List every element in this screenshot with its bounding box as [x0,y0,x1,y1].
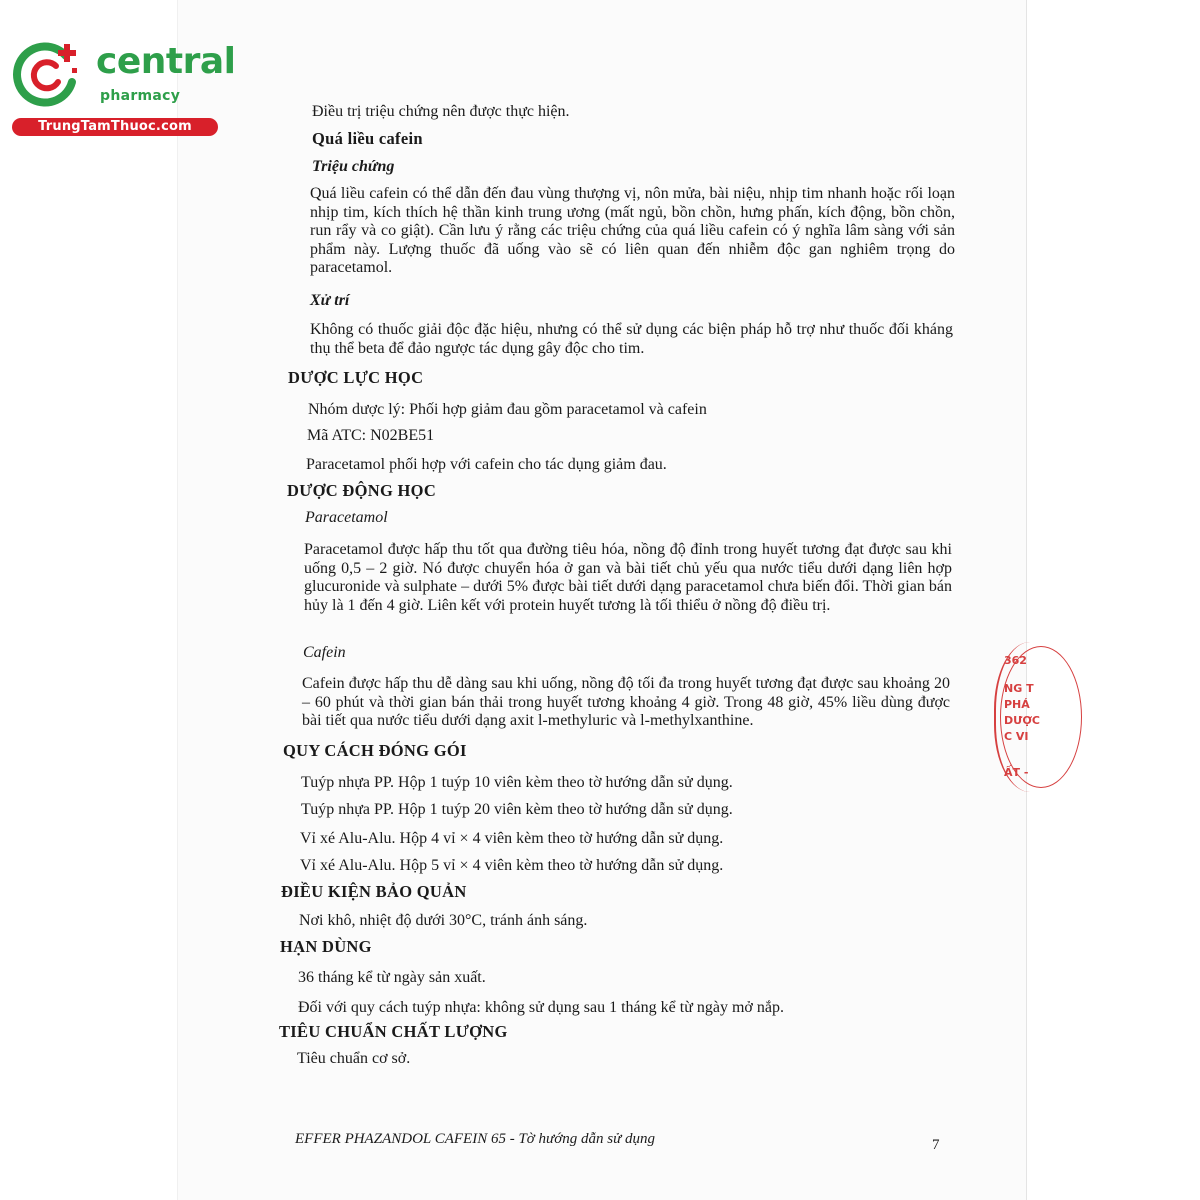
paragraph-treatment: Không có thuốc giải độc đặc hiệu, nhưng có thể sử dụng các biện pháp hỗ trợ như thuốc đối kháng thụ thể beta để đảo ngược tác dụng gây độc cho tim. [310,321,953,357]
storage-conditions: Nơi khô, nhiệt độ dưới 30°C, tránh ánh sáng. [299,912,588,929]
logo-name: central [96,41,236,82]
subheading-symptoms: Triệu chứng [312,158,395,175]
heading-expiry: HẠN DÙNG [280,937,372,956]
stamp-text: ẤT - [1004,766,1029,779]
pharmacodynamics-atc: Mã ATC: N02BE51 [307,427,435,444]
stamp-text: 362 [1004,654,1027,667]
paragraph-paracetamol: Paracetamol được hấp thu tốt qua đường tiêu hóa, nồng độ đỉnh trong huyết tương đạt được sau khi uống 0,5 – 2 giờ. Nó được chuyển hóa ở gan và bài tiết chủ yếu qua nước tiểu dưới dạng liên hợp glucuronide và sulphate – dưới 5% được bài tiết dưới dạng paracetamol chưa biến đổi. Thời gian bán hủy là 1 đến 4 giờ. Liên kết với protein huyết tương là tối thiểu ở nồng độ điều trị. [304,541,952,614]
logo-site-banner: TrungTamThuoc.com [12,118,218,136]
stamp-text: NG T [1004,682,1034,695]
heading-pharmacokinetics: DƯỢC ĐỘNG HỌC [287,481,437,500]
stamp-text: PHÁ [1004,698,1030,711]
expiry-line: Đối với quy cách tuýp nhựa: không sử dụng sau 1 tháng kể từ ngày mở nắp. [298,999,784,1016]
paragraph-cafein: Cafein được hấp thu dễ dàng sau khi uống, nồng độ tối đa trong huyết tương đạt được sau khoảng 20 – 60 phút và thời gian bán thải trong huyết tương khoảng 4 giờ. Trong 48 giờ, 45% liều dùng được bài tiết qua nước tiểu dưới dạng axit l-methyluric và l-methylxanthine. [302,675,950,729]
logo-subtitle: pharmacy [100,88,181,104]
heading-quality-standard: TIÊU CHUẨN CHẤT LƯỢNG [279,1022,508,1041]
heading-packaging: QUY CÁCH ĐÓNG GÓI [283,741,467,760]
pharmacodynamics-effect: Paracetamol phối hợp với cafein cho tác dụng giảm đau. [306,456,667,473]
paragraph-symptoms: Quá liều cafein có thể dẫn đến đau vùng thượng vị, nôn mửa, bài niệu, nhịp tim nhanh hoặc rối loạn nhịp tim, kích thích hệ thần kinh trung ương (mất ngủ, bồn chồn, hưng phấn, kích động, bồn chồn, run rẩy và co giật). Cần lưu ý rằng các triệu chứng của quá liều cafein có ý nghĩa lâm sàng với sản phẩm này. Lượng thuốc đã uống vào sẽ có liên quan đến nhiễm độc gan nghiêm trọng do paracetamol. [310,185,955,276]
packaging-item: Tuýp nhựa PP. Hộp 1 tuýp 10 viên kèm theo tờ hướng dẫn sử dụng. [301,774,733,791]
stamp-text: C VI [1004,730,1029,743]
heading-caffeine-overdose: Quá liều cafein [312,129,423,148]
heading-pharmacodynamics: DƯỢC LỰC HỌC [288,368,424,387]
subheading-treatment: Xử trí [310,292,350,309]
intro-line: Điều trị triệu chứng nên được thực hiện. [312,103,570,120]
heading-storage: ĐIỀU KIỆN BẢO QUẢN [281,882,467,901]
packaging-item: Vỉ xé Alu-Alu. Hộp 4 vỉ × 4 viên kèm theo tờ hướng dẫn sử dụng. [300,830,724,847]
footer-title: EFFER PHAZANDOL CAFEIN 65 - Tờ hướng dẫn sử dụng [295,1131,656,1147]
subheading-cafein: Cafein [303,644,346,661]
packaging-item: Tuýp nhựa PP. Hộp 1 tuýp 20 viên kèm theo tờ hướng dẫn sử dụng. [301,801,733,818]
quality-standard: Tiêu chuẩn cơ sở. [297,1050,411,1067]
page-number: 7 [932,1137,940,1153]
stamp-text: DƯỢC [1004,714,1041,727]
subheading-paracetamol: Paracetamol [305,509,388,526]
packaging-item: Vỉ xé Alu-Alu. Hộp 5 vỉ × 4 viên kèm theo tờ hướng dẫn sử dụng. [300,857,724,874]
expiry-line: 36 tháng kể từ ngày sản xuất. [298,969,486,986]
pharmacodynamics-group: Nhóm dược lý: Phối hợp giảm đau gồm paracetamol và cafein [308,401,707,418]
